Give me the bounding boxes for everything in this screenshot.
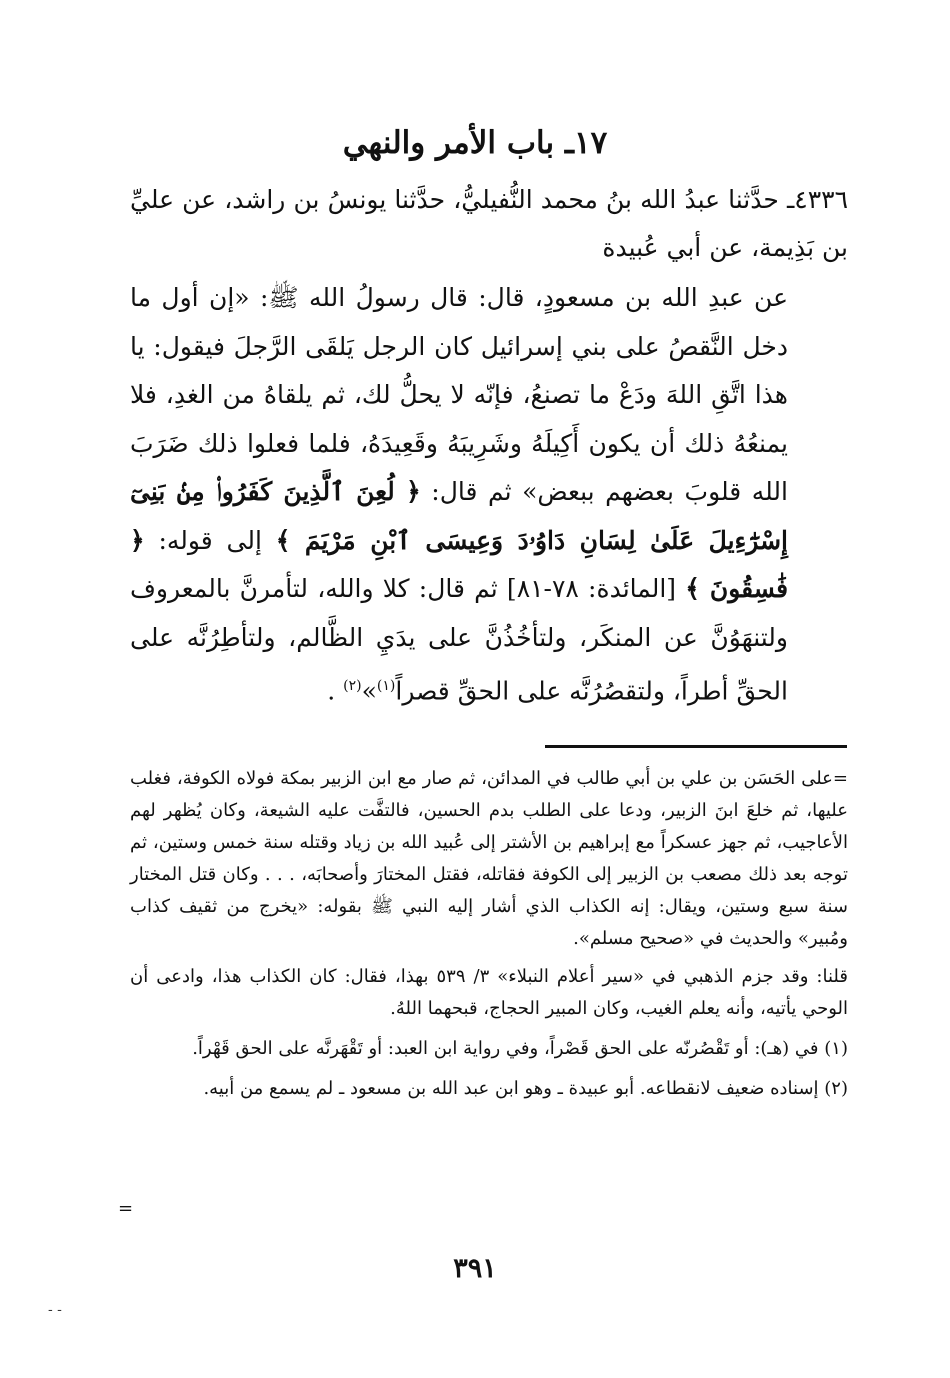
footnote-marker-1: (١)	[376, 678, 396, 694]
hadith-isnad-block	[130, 176, 848, 272]
final-period: .	[327, 676, 336, 706]
footnote-continuation: =على الحَسَن بن علي بن أبي طالب في المدائن، ثم صار مع ابن الزبير بمكة فولاه الكوفة، فغلب عليها، ثم خلعَ ابنَ الزبير، ودعا على الطلب بدم الحسين، فالتفَّت عليه الشيعة، وكان يُظهر لهم الأعاجيب، ثم جهز عسكراً مع إبراهيم بن الأشتر إلى عُبيد الله بن زياد وقتله سنة خمس وستين، ثم توجه بعد ذلك مصعب بن الزبير إلى الكوفة فقاتله، فقتل المختارَ وأصحابَه، . . . وكان قتل المختار سنة سبع وستين، ويقال: إنه الكذاب الذي أشار إليه النبي ﷺ بقوله: «يخرج من ثقيف كذاب ومُبير» والحديث في «صحيح مسلم».	[130, 768, 848, 949]
corner-mark: - -	[48, 1302, 62, 1318]
hadith-isnad: ٤٣٣٦ـ حدَّثنا عبدُ الله بنُ محمد النُّفيليُّ، حدَّثنا يونسُ بن راشد، عن عليِّ بن بَذِيمة، عن أبي عُبيدة	[130, 185, 848, 262]
chapter-title: ١٧ـ باب الأمر والنهي	[342, 125, 608, 161]
hadith-matn	[130, 274, 848, 716]
footnotes-section	[130, 763, 848, 1113]
footnote-continues-mark: =	[118, 1198, 134, 1219]
footnote-separator	[545, 745, 847, 748]
hadith-text-block	[130, 274, 848, 716]
footnote-1: (١) في (هـ): أو تَقْصُرنّه على الحق قَصْراً، وفي رواية ابن العبد: أو تَقْهَرنَّه على الحق قَهْراً.	[192, 1038, 848, 1059]
footnote-2: (٢) إسناده ضعيف لانقطاعه. أبو عبيدة ـ وهو ابن عبد الله بن مسعود ـ لم يسمع من أبيه.	[203, 1078, 848, 1099]
footnote-marker-2: (٢)	[343, 678, 362, 694]
closing-quote: »	[361, 676, 377, 706]
page-number: ٣٩١	[453, 1253, 497, 1284]
quran-verse-1: ﴿ لُعِنَ ٱلَّذِينَ كَفَرُوا۟ مِنۢ بَنِىٓ إِسْرَٰٓءِيلَ عَلَىٰ لِسَانِ دَاوُۥدَ وَعِيسَى ٱبْنِ مَرْيَمَ ﴾	[130, 477, 788, 555]
quran-reference: [المائدة: ٧٨-٨١]	[506, 574, 677, 603]
to-his-saying: إلى قوله:	[158, 525, 262, 555]
footnote-qulna: قلنا: وقد جزم الذهبي في «سير أعلام النبلاء» ٣/ ٥٣٩ بهذا، فقال: كان الكذاب هذا، وادعى أن الوحي يأتيه، وأنه يعلم الغيب، وكان المبير الحجاج، قبحهما اللهُ.	[130, 966, 848, 1019]
quran-verse-2: ﴿ فَٰسِقُونَ ﴾	[130, 525, 789, 603]
hadith-text-end: ثم قال: كلا والله، لتأمرنَّ بالمعروف ولتنهَوُنَّ عن المنكَر، ولتأخُذُنَّ على يدَيِ الظَّالم، ولتأطِرُنَّه على الحقِّ أطراً، ولتقصُرُنَّه على الحقِّ قصراً	[130, 574, 788, 706]
hadith-text-intro: عن عبدِ الله بن مسعودٍ، قال: قال رسولُ الله ﷺ: «إن أول ما دخل النَّقصُ على بني إسرائيل كان الرجل يَلقَى الرَّجلَ فيقول: يا هذا اتَّقِ اللهَ ودَعْ ما تصنعُ، فإنّه لا يحلُّ لك، ثم يلقاهُ من الغدِ، فلا يمنعُهُ ذلك أن يكون أَكِيلَهُ وشَرِيبَهُ وقَعِيدَهُ، فلما فعلوا ذلك ضَرَبَ الله قلوبَ بعضهم ببعض» ثم قال:	[130, 283, 788, 506]
